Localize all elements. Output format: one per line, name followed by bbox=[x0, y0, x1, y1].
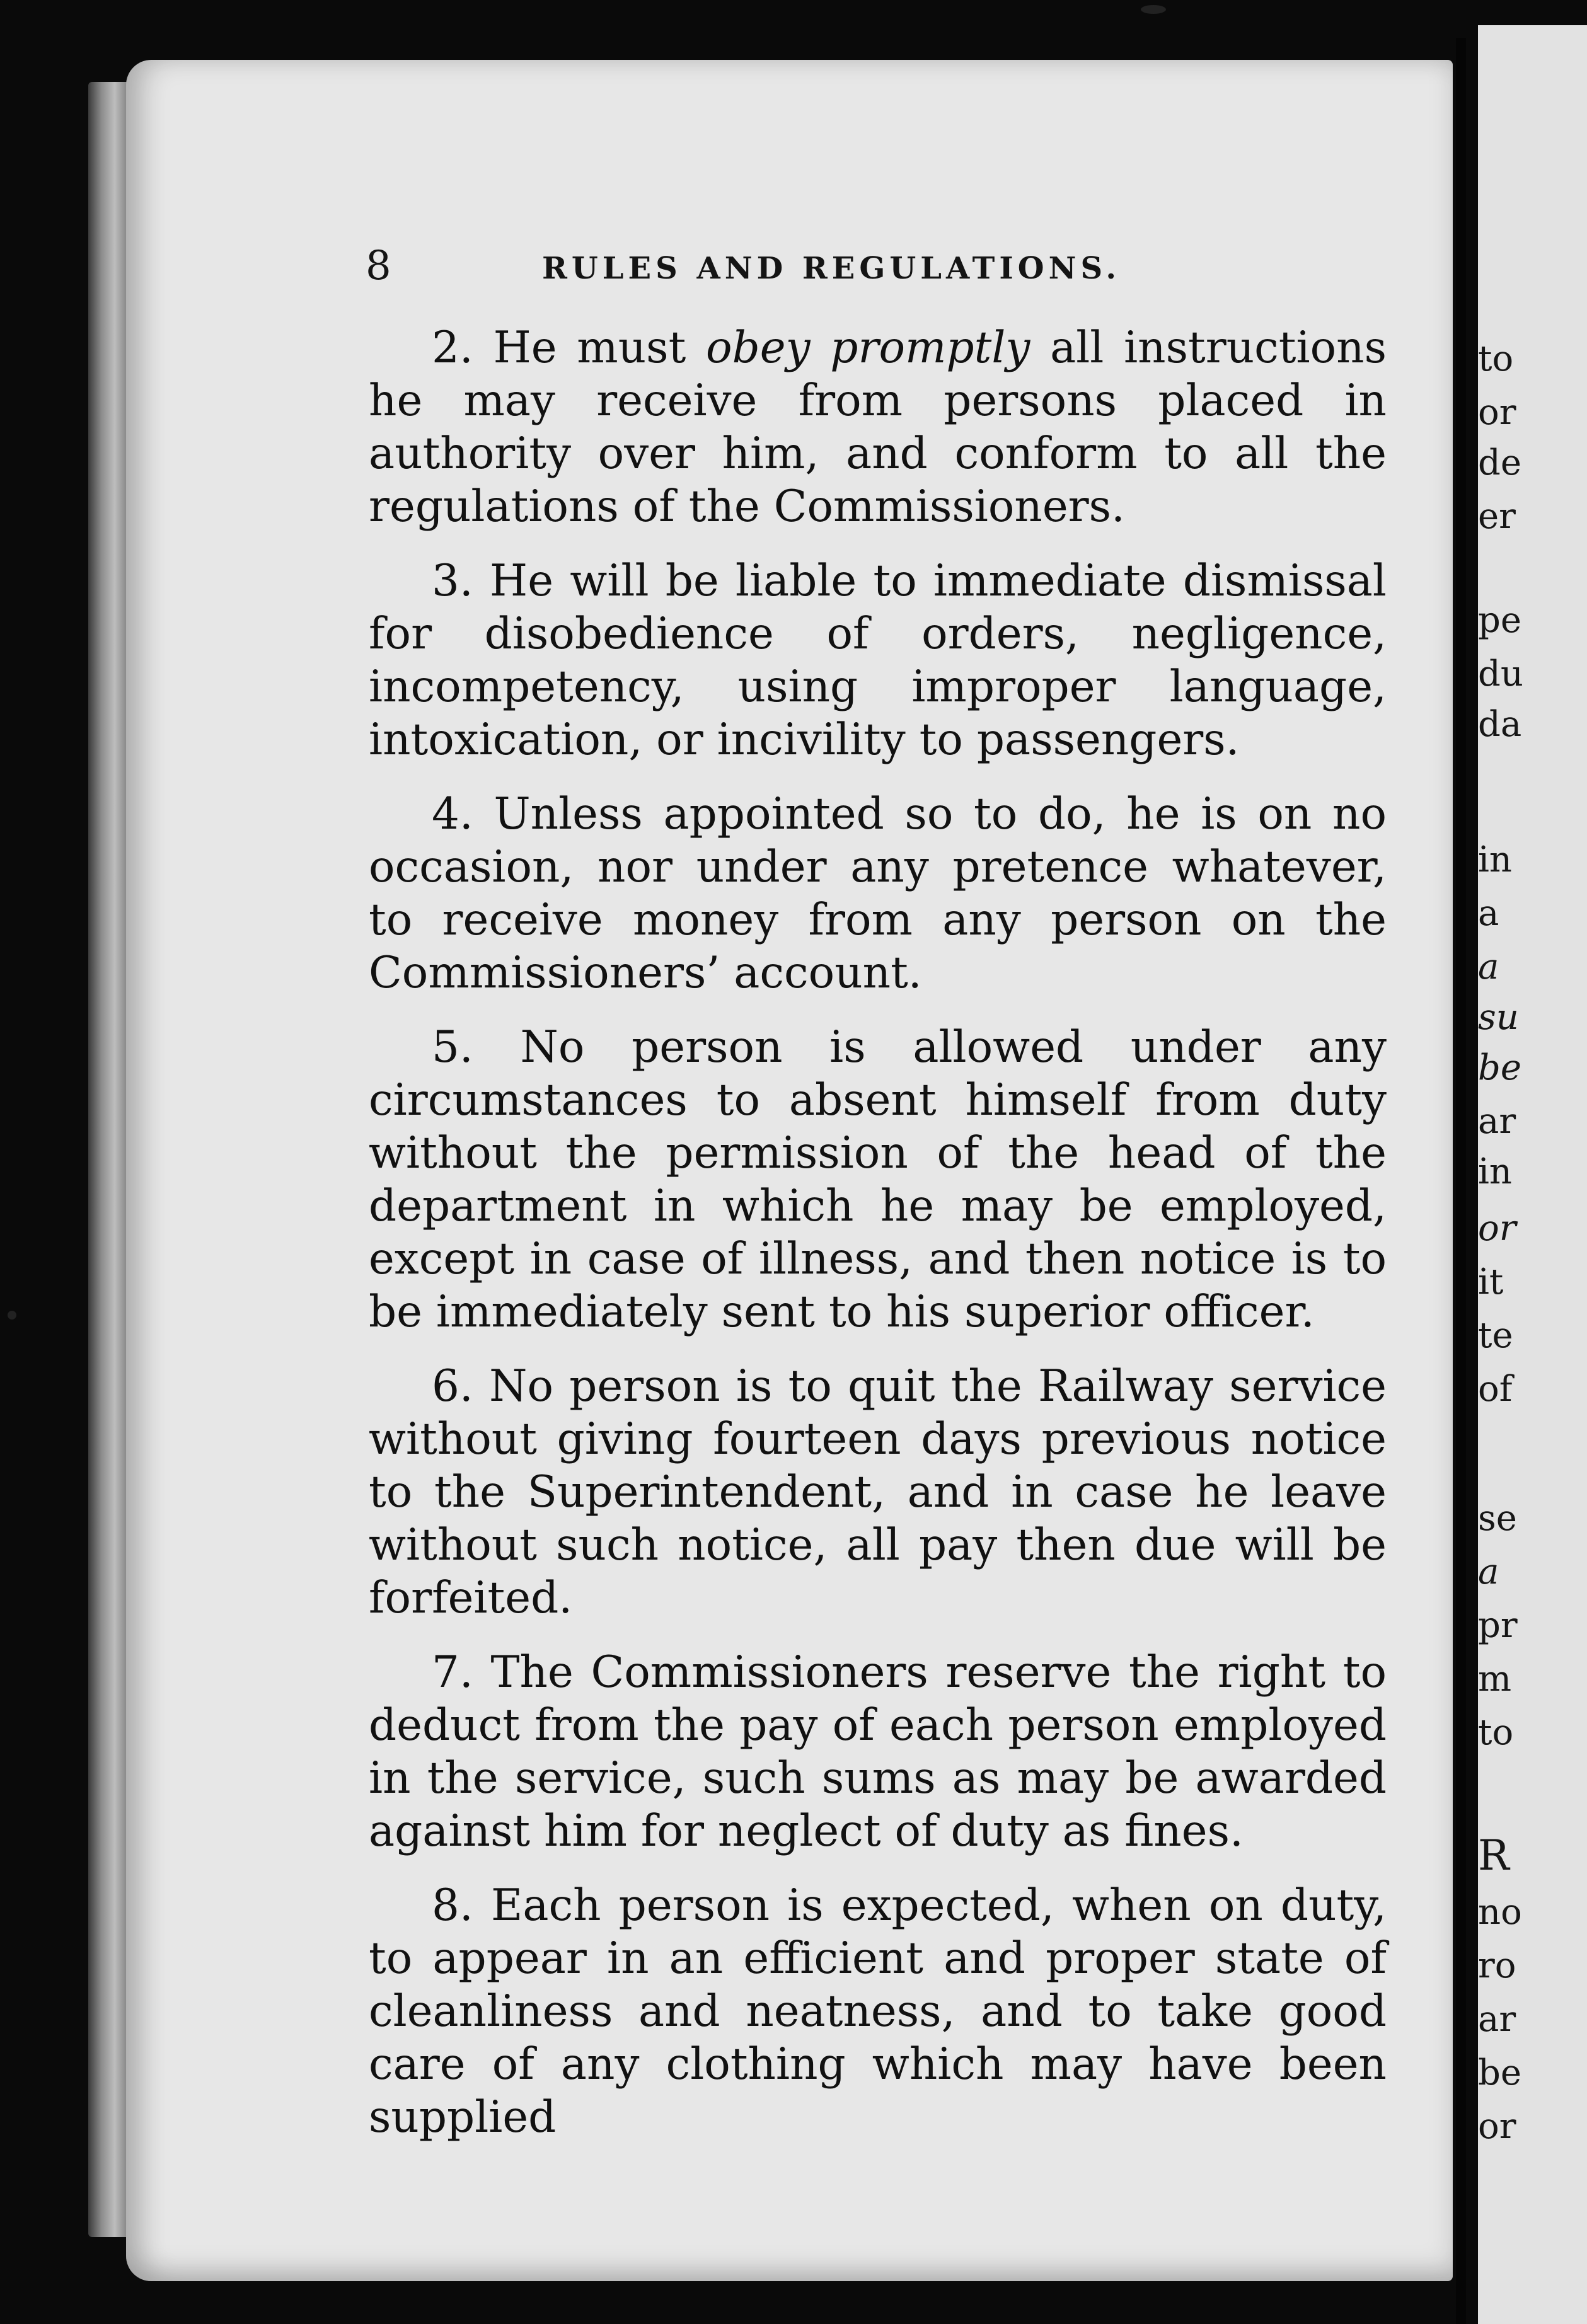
facing-page-fragment: de bbox=[1478, 442, 1521, 483]
rule-number: 6. bbox=[432, 1361, 473, 1412]
scan-speck bbox=[8, 1311, 16, 1320]
rule-text: all instructions he may receive from persons placed in authority over him, and conform to all the regulations of the Commissioners. bbox=[369, 323, 1387, 532]
rule-emphasis: obey promptly bbox=[706, 323, 1030, 373]
running-title: RULES AND REGULATIONS. bbox=[542, 251, 1121, 286]
rule-paragraph-5 bbox=[369, 1021, 1387, 1338]
facing-page-fragment: ro bbox=[1478, 1945, 1516, 1986]
facing-page-fragment: m bbox=[1478, 1659, 1512, 1700]
facing-page-fragment: be bbox=[1478, 1047, 1521, 1088]
rule-text: Each person is expected, when on duty, to appear in an efficient and proper state of cleanliness and neatness, and to take good care of any clothing which may have been supplied bbox=[369, 1880, 1387, 2143]
rule-text-lead: He must bbox=[493, 323, 707, 373]
facing-page-fragment: pe bbox=[1478, 600, 1521, 641]
facing-page-fragment: or bbox=[1478, 2106, 1516, 2147]
facing-page-fragment: in bbox=[1478, 1151, 1512, 1192]
rule-paragraph-4 bbox=[369, 788, 1387, 999]
facing-page-fragment: a bbox=[1478, 946, 1499, 987]
facing-page-edge bbox=[1478, 25, 1587, 2324]
rule-paragraph-3 bbox=[369, 555, 1387, 766]
rule-number: 5. bbox=[432, 1022, 473, 1073]
facing-page-fragment: be bbox=[1478, 2052, 1521, 2093]
rule-paragraph-8 bbox=[369, 1879, 1387, 2144]
facing-page-fragment: no bbox=[1478, 1892, 1522, 1933]
facing-page-fragment: it bbox=[1478, 1262, 1504, 1303]
facing-page-fragment: su bbox=[1478, 997, 1519, 1038]
facing-page-fragment: or bbox=[1478, 1208, 1516, 1249]
facing-page-fragment: se bbox=[1478, 1498, 1517, 1539]
rule-number: 4. bbox=[432, 789, 473, 839]
facing-page-fragment: a bbox=[1478, 893, 1499, 934]
page-gutter-shadow bbox=[1456, 38, 1466, 2324]
facing-page-fragment: ar bbox=[1478, 1999, 1516, 2040]
facing-page-fragment: ar bbox=[1478, 1101, 1516, 1142]
rule-text: No person is allowed under any circumstances to absent himself from duty without the permission of the head of the department in which he may be employed, except in case of illness, and then notice is to be immediately sent to his superior officer. bbox=[369, 1022, 1387, 1337]
facing-page-fragment: to bbox=[1478, 1712, 1514, 1753]
rule-text: He will be liable to immediate dismissal for disobedience of orders, negligence, incompetency, using improper language, intoxication, or incivility to passengers. bbox=[369, 556, 1387, 765]
page-body bbox=[369, 321, 1387, 2165]
facing-page-fragment: of bbox=[1478, 1369, 1513, 1410]
facing-page-fragment: du bbox=[1478, 653, 1523, 694]
facing-page-fragment: to bbox=[1478, 338, 1514, 379]
facing-page-fragment: or bbox=[1478, 392, 1516, 433]
rule-number: 8. bbox=[432, 1880, 473, 1931]
rule-paragraph-2 bbox=[369, 321, 1387, 533]
facing-page-fragment: a bbox=[1478, 1551, 1499, 1592]
facing-page-fragment: pr bbox=[1478, 1605, 1518, 1646]
scan-speck bbox=[1141, 5, 1166, 14]
facing-page-fragment: da bbox=[1478, 704, 1522, 745]
facing-page-fragment: R bbox=[1478, 1831, 1509, 1880]
facing-page-fragment: te bbox=[1478, 1315, 1513, 1356]
rule-paragraph-6 bbox=[369, 1360, 1387, 1625]
rule-number: 7. bbox=[432, 1647, 473, 1698]
rule-number: 3. bbox=[432, 556, 473, 606]
page-number: 8 bbox=[366, 243, 391, 289]
rule-text: Unless appointed so to do, he is on no occasion, nor under any pretence whatever, to receive money from any person on the Commissioners’ account. bbox=[369, 789, 1387, 998]
rule-text: The Commissioners reserve the right to deduct from the pay of each person employed in the service, such sums as may be awarded against him for neglect of duty as fines. bbox=[369, 1647, 1387, 1856]
facing-page-fragment: in bbox=[1478, 839, 1512, 880]
rule-paragraph-7 bbox=[369, 1646, 1387, 1858]
rule-text: No person is to quit the Railway service without giving fourteen days previous notice to the Superintendent, and in case he leave without such notice, all pay then due will be forfeited. bbox=[369, 1361, 1387, 1623]
facing-page-fragment: er bbox=[1478, 496, 1516, 537]
rule-number: 2. bbox=[432, 323, 473, 373]
